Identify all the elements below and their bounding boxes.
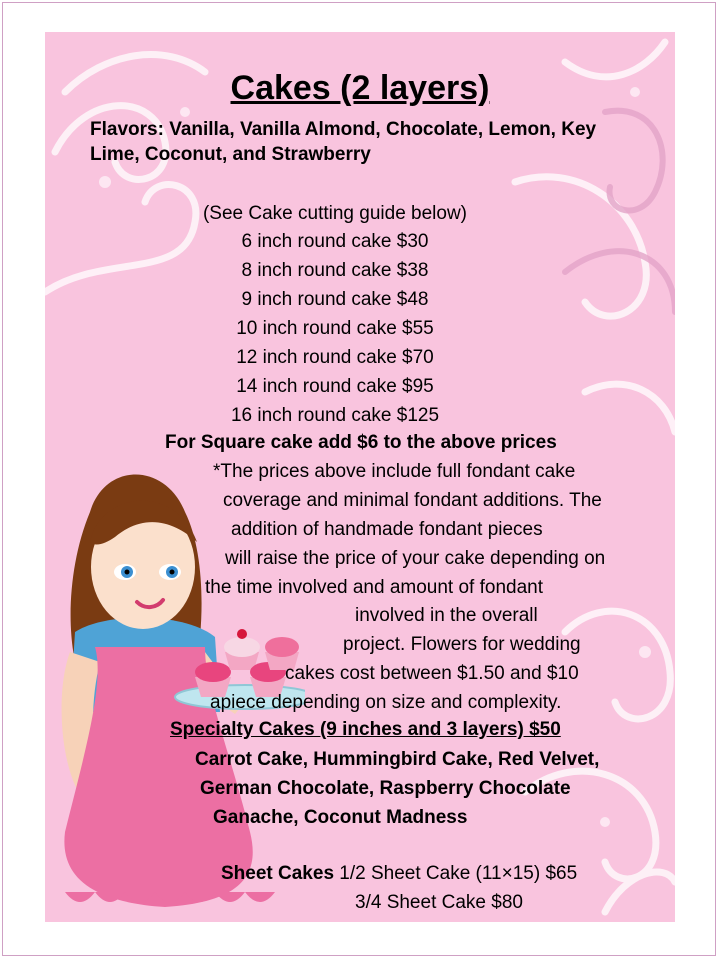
- fondant-note-line: *The prices above include full fondant cake: [213, 461, 576, 482]
- specialty-line: German Chocolate, Raspberry Chocolate: [200, 778, 571, 799]
- price-line: 14 inch round cake $95: [236, 376, 434, 397]
- price-line: 6 inch round cake $30: [241, 231, 429, 252]
- fondant-note-line: the time involved and amount of fondant: [205, 577, 544, 598]
- price-line: 12 inch round cake $70: [236, 347, 434, 368]
- fondant-note-line: project. Flowers for wedding: [343, 634, 581, 655]
- sheet-cakes-label: Sheet Cakes: [221, 863, 335, 884]
- sheet-cakes-line-1: [221, 862, 577, 886]
- sheet-cake-half: 1/2 Sheet Cake (11×15) $65: [339, 863, 578, 884]
- fondant-note-line: addition of handmade fondant pieces: [231, 519, 543, 540]
- fondant-note-line: involved in the overall: [355, 605, 538, 626]
- specialty-line: Ganache, Coconut Madness: [213, 807, 468, 828]
- price-line: 16 inch round cake $125: [230, 405, 440, 426]
- menu-panel: [45, 32, 675, 922]
- price-line: 9 inch round cake $48: [241, 289, 429, 310]
- flavors-line-2: Lime, Coconut, and Strawberry: [90, 144, 371, 165]
- fondant-note-line: coverage and minimal fondant additions. The: [223, 490, 602, 511]
- square-cake-note: For Square cake add $6 to the above prices: [165, 432, 557, 453]
- specialty-line: Carrot Cake, Hummingbird Cake, Red Velvet,: [195, 749, 600, 770]
- fondant-note-line: cakes cost between $1.50 and $10: [285, 663, 579, 684]
- specialty-heading: Specialty Cakes (9 inches and 3 layers) $50: [170, 719, 561, 740]
- fondant-note-line: will raise the price of your cake depending on: [225, 548, 606, 569]
- fondant-note-line: apiece depending on size and complexity.: [210, 692, 562, 713]
- price-line: 10 inch round cake $55: [236, 318, 434, 339]
- sheet-cake-three-quarter: 3/4 Sheet Cake $80: [355, 892, 523, 913]
- price-line: 8 inch round cake $38: [241, 260, 429, 281]
- cutting-guide-note: (See Cake cutting guide below): [202, 203, 468, 224]
- page-title: Cakes (2 layers): [230, 69, 490, 107]
- flavors-line-1: Flavors: Vanilla, Vanilla Almond, Chocolate, Lemon, Key: [90, 119, 597, 140]
